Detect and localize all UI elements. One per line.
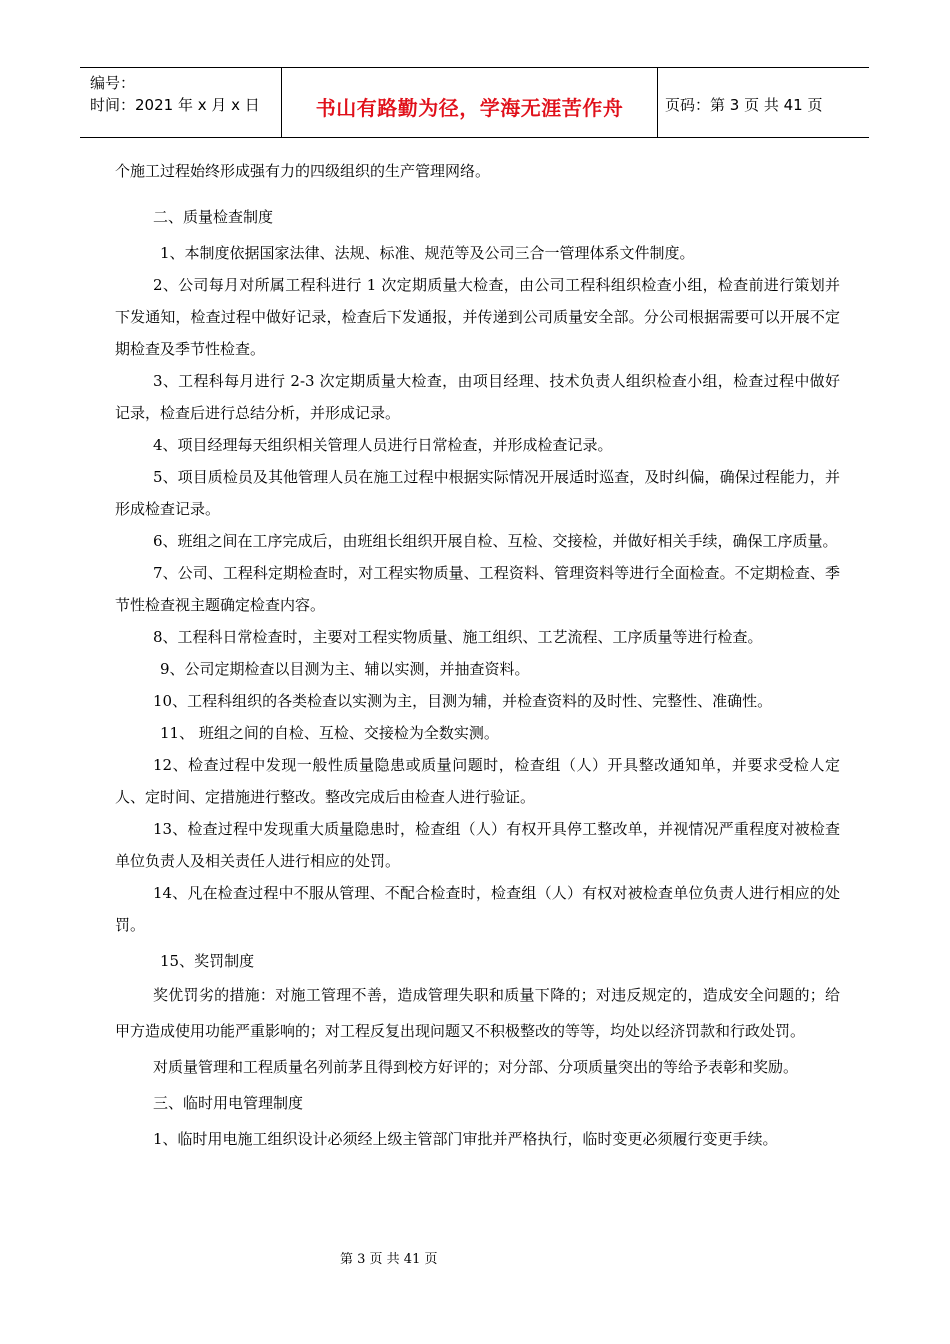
paragraph: 1、临时用电施工组织设计必须经上级主管部门审批并严格执行，临时变更必须履行变更手续。	[153, 1130, 778, 1148]
document-number-label: 编号：	[90, 74, 136, 92]
page-header	[80, 67, 869, 138]
paragraph: 6、班组之间在工序完成后，由班组长组织开展自检、互检、交接检，并做好相关手续，确保工序质量。	[153, 532, 838, 550]
paragraph: 对质量管理和工程质量名列前茅且得到校方好评的；对分部、分项质量突出的等给予表彰和奖励。	[153, 1058, 799, 1076]
document-date: 时间：2021 年 x 月 x 日	[90, 96, 260, 114]
paragraph: 10、工程科组织的各类检查以实测为主，目测为辅，并检查资料的及时性、完整性、准确性。	[153, 692, 773, 710]
header-meta-cell	[80, 68, 282, 137]
paragraph: 3、工程科每月进行 2-3 次定期质量大检查，由项目经理、技术负责人组织检查小组，检查过程中做好记录，检查后进行总结分析，并形成记录。	[115, 372, 840, 422]
paragraph: 2、公司每月对所属工程科进行 1 次定期质量大检查，由公司工程科组织检查小组，检查前进行策划并下发通知，检查过程中做好记录，检查后下发通报，并传递到公司质量安全部。分公司根据需要可以开展不定期检查及季节性检查。	[115, 276, 840, 358]
paragraph: 7、公司、工程科定期检查时，对工程实物质量、工程资料、管理资料等进行全面检查。不定期检查、季节性检查视主题确定检查内容。	[115, 564, 840, 614]
footer-page-number: 第 3 页 共 41 页	[340, 1252, 438, 1267]
paragraph: 5、项目质检员及其他管理人员在施工过程中根据实际情况开展适时巡查，及时纠偏，确保过程能力，并形成检查记录。	[115, 468, 840, 518]
paragraph: 奖优罚劣的措施：对施工管理不善，造成管理失职和质量下降的；对违反规定的，造成安全问题的；给甲方造成使用功能严重影响的；对工程反复出现问题又不积极整改的等等，均处以经济罚款和行政处罚。	[115, 986, 840, 1040]
paragraph: 13、检查过程中发现重大质量隐患时，检查组（人）有权开具停工整改单，并视情况严重程度对被检查单位负责人及相关责任人进行相应的处罚。	[115, 820, 840, 870]
paragraph: 个施工过程始终形成强有力的四级组织的生产管理网络。	[115, 162, 491, 180]
paragraph: 11、 班组之间的自检、互检、交接检为全数实测。	[160, 724, 499, 742]
page-footer	[0, 1248, 950, 1267]
section-heading: 15、奖罚制度	[160, 952, 255, 970]
header-motto: 书山有路勤为径，学海无涯苦作舟	[315, 96, 624, 120]
section-heading: 三、临时用电管理制度	[153, 1094, 304, 1112]
paragraph: 9、公司定期检查以目测为主、辅以实测，并抽查资料。	[160, 660, 530, 678]
paragraph: 8、工程科日常检查时，主要对工程实物质量、施工组织、工艺流程、工序质量等进行检查。	[153, 628, 763, 646]
paragraph: 14、凡在检查过程中不服从管理、不配合检查时，检查组（人）有权对被检查单位负责人进行相应的处罚。	[115, 884, 840, 934]
header-page-cell	[658, 68, 869, 137]
header-page-code: 页码：第 3 页 共 41 页	[665, 96, 823, 114]
paragraph: 1、本制度依据国家法律、法规、标准、规范等及公司三合一管理体系文件制度。	[160, 244, 695, 262]
section-heading: 二、质量检查制度	[153, 208, 274, 226]
header-motto-cell	[282, 68, 658, 137]
document-body	[115, 150, 840, 1157]
paragraph: 4、项目经理每天组织相关管理人员进行日常检查，并形成检查记录。	[153, 436, 613, 454]
paragraph: 12、检查过程中发现一般性质量隐患或质量问题时，检查组（人）开具整改通知单，并要求受检人定人、定时间、定措施进行整改。整改完成后由检查人进行验证。	[115, 756, 840, 806]
